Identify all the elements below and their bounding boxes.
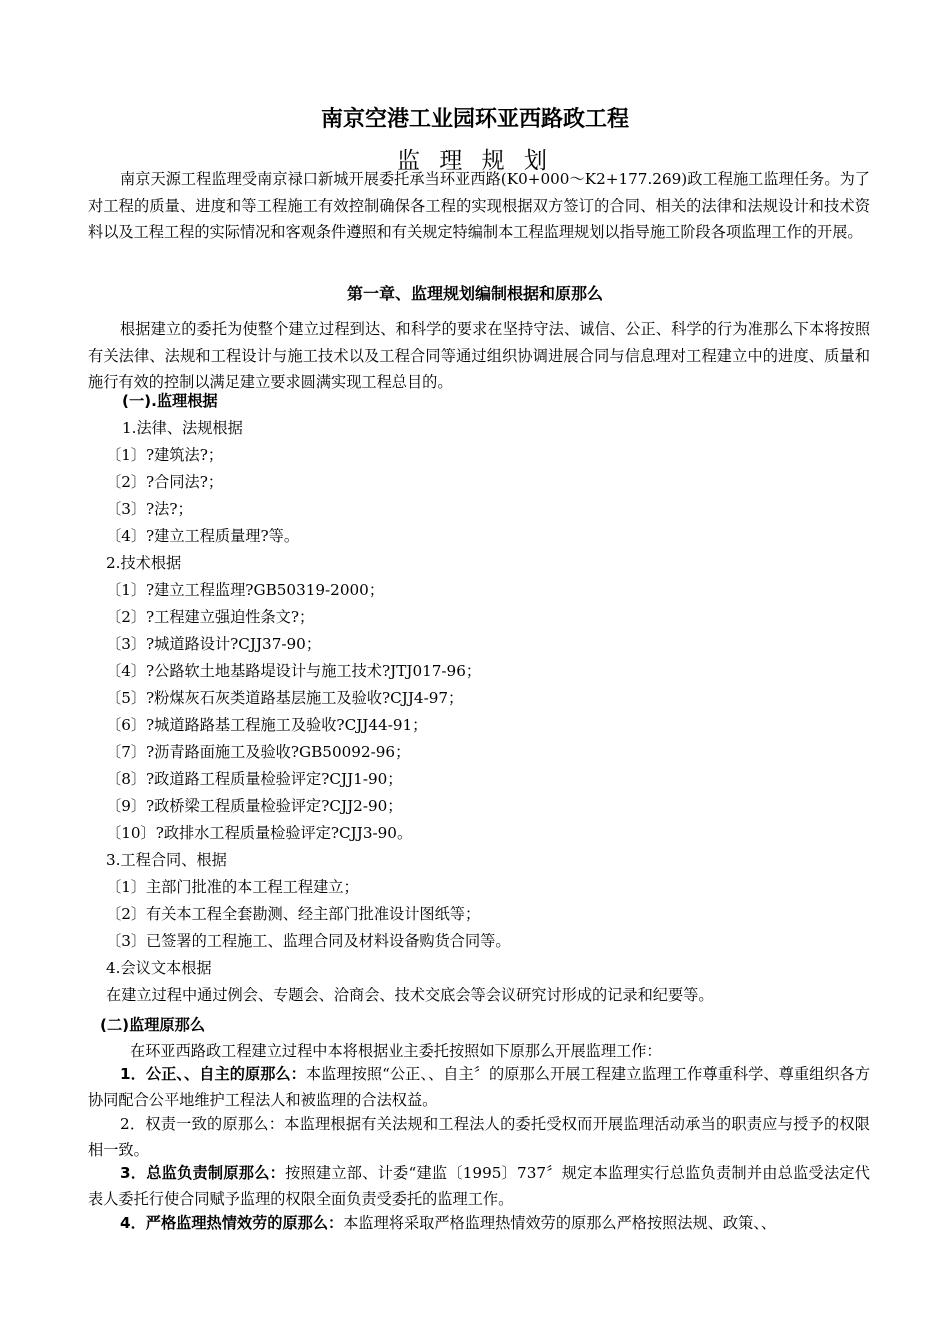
laws-heading: 1.法律、法规根据: [122, 419, 243, 437]
list-item: 〔3〕已签署的工程施工、监理合同及材料设备购货合同等。: [106, 932, 511, 950]
principles-intro: 在环亚西路政工程建立过程中本将根据业主委托按照如下原那么开展监理工作：: [130, 1042, 662, 1060]
principle-lead: 3．总监负责制原那么：: [120, 1164, 286, 1182]
chapter-heading: 第一章、监理规划编制根据和原那么: [346, 284, 603, 303]
chapter-paragraph: 根据建立的委托为使整个建立过程到达、和科学的要求在坚持守法、诚信、公正、科学的行为准那么下本将按照有关法律、法规和工程设计与施工技术以及工程合同等通过组织协调进展合同与信息理对工程建立中的进度、质量和施行有效的控制以满足建立要求圆满实现工程总目的。: [88, 320, 870, 391]
list-item: 〔2〕?工程建立强迫性条文?；: [106, 608, 315, 626]
list-item: 〔9〕?政桥梁工程质量检验评定?CJJ2-90；: [106, 797, 403, 815]
meeting-heading: 4.会议文本根据: [106, 959, 212, 977]
section-heading-principles: (二)监理原那么: [100, 1016, 206, 1034]
list-item: 〔10〕?政排水工程质量检验评定?CJJ3-90。: [106, 824, 413, 842]
list-item: 〔7〕?沥青路面施工及验收?GB50092-96；: [106, 743, 411, 761]
principle-item: [88, 1210, 870, 1236]
principle-item: [88, 1111, 870, 1163]
document-subtitle: 监 理 规 划: [397, 148, 553, 174]
list-item: 〔1〕?建筑法?；: [106, 446, 224, 464]
list-item: 〔2〕有关本工程全套勘测、经主部门批准设计图纸等；: [106, 905, 481, 923]
list-item: 〔5〕?粉煤灰石灰类道路基层施工及验收?CJJ4-97；: [106, 689, 464, 707]
principle-text: 本监理将采取严格监理热情效劳的原那么严格按照法规、政策、、: [343, 1214, 777, 1232]
principle-lead: 1．公正、、自主的原那么：: [120, 1065, 306, 1083]
list-item: 〔8〕?政道路工程质量检验评定?CJJ1-90；: [106, 770, 403, 788]
tech-heading: 2.技术根据: [106, 554, 182, 572]
principle-item: [88, 1061, 870, 1113]
meeting-text: 在建立过程中通过例会、专题会、洽商会、技术交底会等会议研究讨形成的记录和纪要等。: [106, 986, 714, 1004]
document-title: 南京空港工业园环亚西路政工程: [320, 107, 629, 132]
principle-item: [88, 1160, 870, 1212]
list-item: 〔3〕?法?；: [106, 500, 193, 518]
list-item: 〔1〕主部门批准的本工程工程建立；: [106, 878, 359, 896]
section-heading-basis: (一).监理根据: [122, 392, 218, 410]
intro-paragraph: 南京天源工程监理受南京禄口新城开展委托承当环亚西路(K0+000～K2+177.269)政工程施工监理任务。为了对工程的质量、进度和等工程施工有效控制确保各工程的实现根据双方签订的合同、相关的法律和法规设计和技术资料以及工程工程的实际情况和客观条件遵照和有关规定特编制本工程监理规划以指导施工阶段各项监理工作的开展。: [88, 170, 870, 241]
contract-heading: 3.工程合同、根据: [106, 851, 227, 869]
list-item: 〔2〕?合同法?；: [106, 473, 224, 491]
list-item: 〔1〕?建立工程监理?GB50319-2000；: [106, 581, 385, 599]
principle-text: 按照建立部、计委“建监〔1995〕737〞规定本监理实行总监负责制并由总监受法定代表人委托行使合同赋予监理的权限全面负责受委托的监理工作。: [88, 1164, 870, 1208]
list-item: 〔3〕?城道路设计?CJJ37-90；: [106, 635, 322, 653]
principle-text: 本监理根据有关法规和工程法人的委托受权而开展监理活动承当的职责应与授予的权限相一致。: [88, 1115, 870, 1159]
list-item: 〔4〕?建立工程质量理?等。: [106, 527, 300, 545]
list-item: 〔6〕?城道路路基工程施工及验收?CJJ44-91；: [106, 716, 428, 734]
principle-text: 本监理按照“公正、、自主〞的原那么开展工程建立监理工作尊重科学、尊重组织各方协同配合公平地维护工程法人和被监理的合法权益。: [88, 1065, 871, 1109]
principle-lead: 2．权责一致的原那么：: [120, 1115, 285, 1133]
principle-lead: 4．严格监理热情效劳的原那么：: [120, 1214, 344, 1232]
list-item: 〔4〕?公路软土地基路堤设计与施工技术?JTJ017-96；: [106, 662, 482, 680]
